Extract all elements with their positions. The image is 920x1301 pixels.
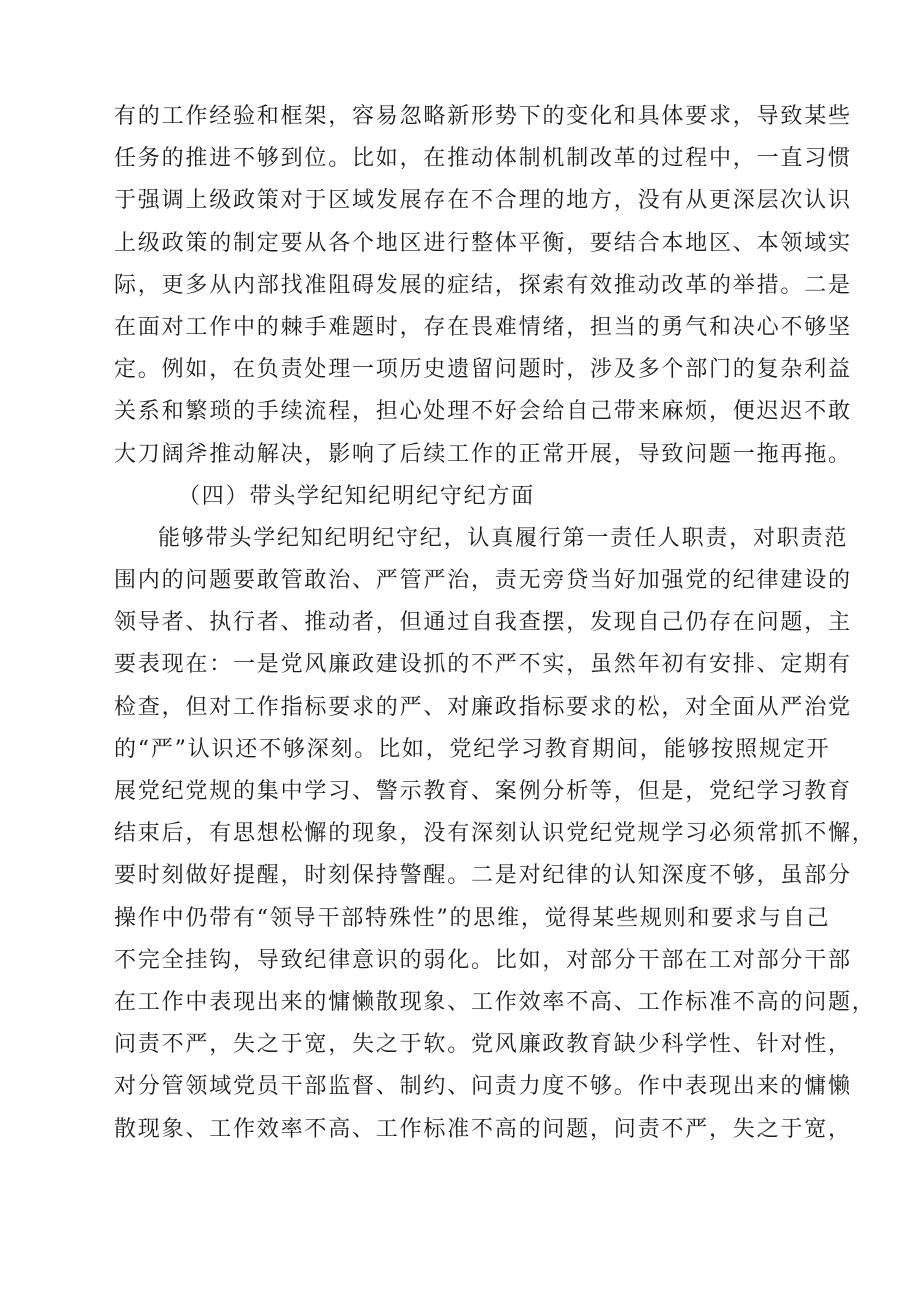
text-line: 要时刻做好提醒，时刻保持警醒。二是对纪律的认知深度不够，虽部分 [114,863,852,889]
text-line: 有的工作经验和框架，容易忽略新形势下的变化和具体要求，导致某些 [114,104,852,129]
text-line: 定。例如，在负责处理一项历史遗留问题时，涉及多个部门的复杂利益 [114,357,852,383]
text-line: 要表现在：一是党风廉政建设抓的不严不实，虽然年初有安排、定期有 [114,652,852,678]
text-line: 不完全挂钩，导致纪律意识的弱化。比如，对部分干部在工对部分干部 [114,947,852,973]
text-line: 于强调上级政策对于区域发展存在不合理的地方，没有从更深层次认识 [114,188,852,214]
text-line: 上级政策的制定要从各个地区进行整体平衡，要结合本地区、本领域实 [114,230,852,256]
text-line: 检查，但对工作指标要求的严、对廉政指标要求的松，对全面从严治党 [114,694,852,720]
text-line: 的“严”认识还不够深刻。比如，党纪学习教育期间，能够按照规定开 [114,736,831,762]
text-line: 展党纪党规的集中学习、警示教育、案例分析等，但是，党纪学习教育 [114,779,852,804]
text-line: 结束后，有思想松懈的现象，没有深刻认识党纪党规学习必须常抓不懈， [114,821,876,847]
text-line: 际，更多从内部找准阻碍发展的症结，探索有效推动改革的举措。二是 [114,272,852,298]
text-line: 领导者、执行者、推动者，但通过自我查摆，发现自己仍存在问题，主 [114,610,852,636]
text-line: 对分管领域党员干部监督、制约、问责力度不够。作中表现出来的慵懒 [114,1074,852,1100]
text-line: 任务的推进不够到位。比如，在推动体制机制改革的过程中，一直习惯 [114,146,852,172]
section-heading: （四）带头学纪知纪明纪守纪方面 [178,483,536,509]
text-line: 围内的问题要敢管敢治、严管严治，责无旁贷当好加强党的纪律建设的 [114,568,852,594]
text-line: 在工作中表现出来的慵懒散现象、工作效率不高、工作标准不高的问题， [114,989,876,1015]
text-line: 问责不严，失之于宽，失之于软。党风廉政教育缺少科学性、针对性， [114,1032,852,1058]
text-line: 在面对工作中的棘手难题时，存在畏难情绪，担当的勇气和决心不够坚 [114,314,852,340]
text-line: 关系和繁琐的手续流程，担心处理不好会给自己带来麻烦，便迟迟不敢 [114,399,852,425]
text-line: 散现象、工作效率不高、工作标准不高的问题，问责不严，失之于宽， [114,1116,852,1142]
text-line: 大刀阔斧推动解决，影响了后续工作的正常开展，导致问题一拖再拖。 [114,441,852,467]
paragraph-first-line: 能够带头学纪知纪明纪守纪，认真履行第一责任人职责，对职责范 [158,525,849,551]
body-text [114,96,876,1151]
text-line: 操作中仍带有“领导干部特殊性”的思维，觉得某些规则和要求与自己 [114,905,831,931]
